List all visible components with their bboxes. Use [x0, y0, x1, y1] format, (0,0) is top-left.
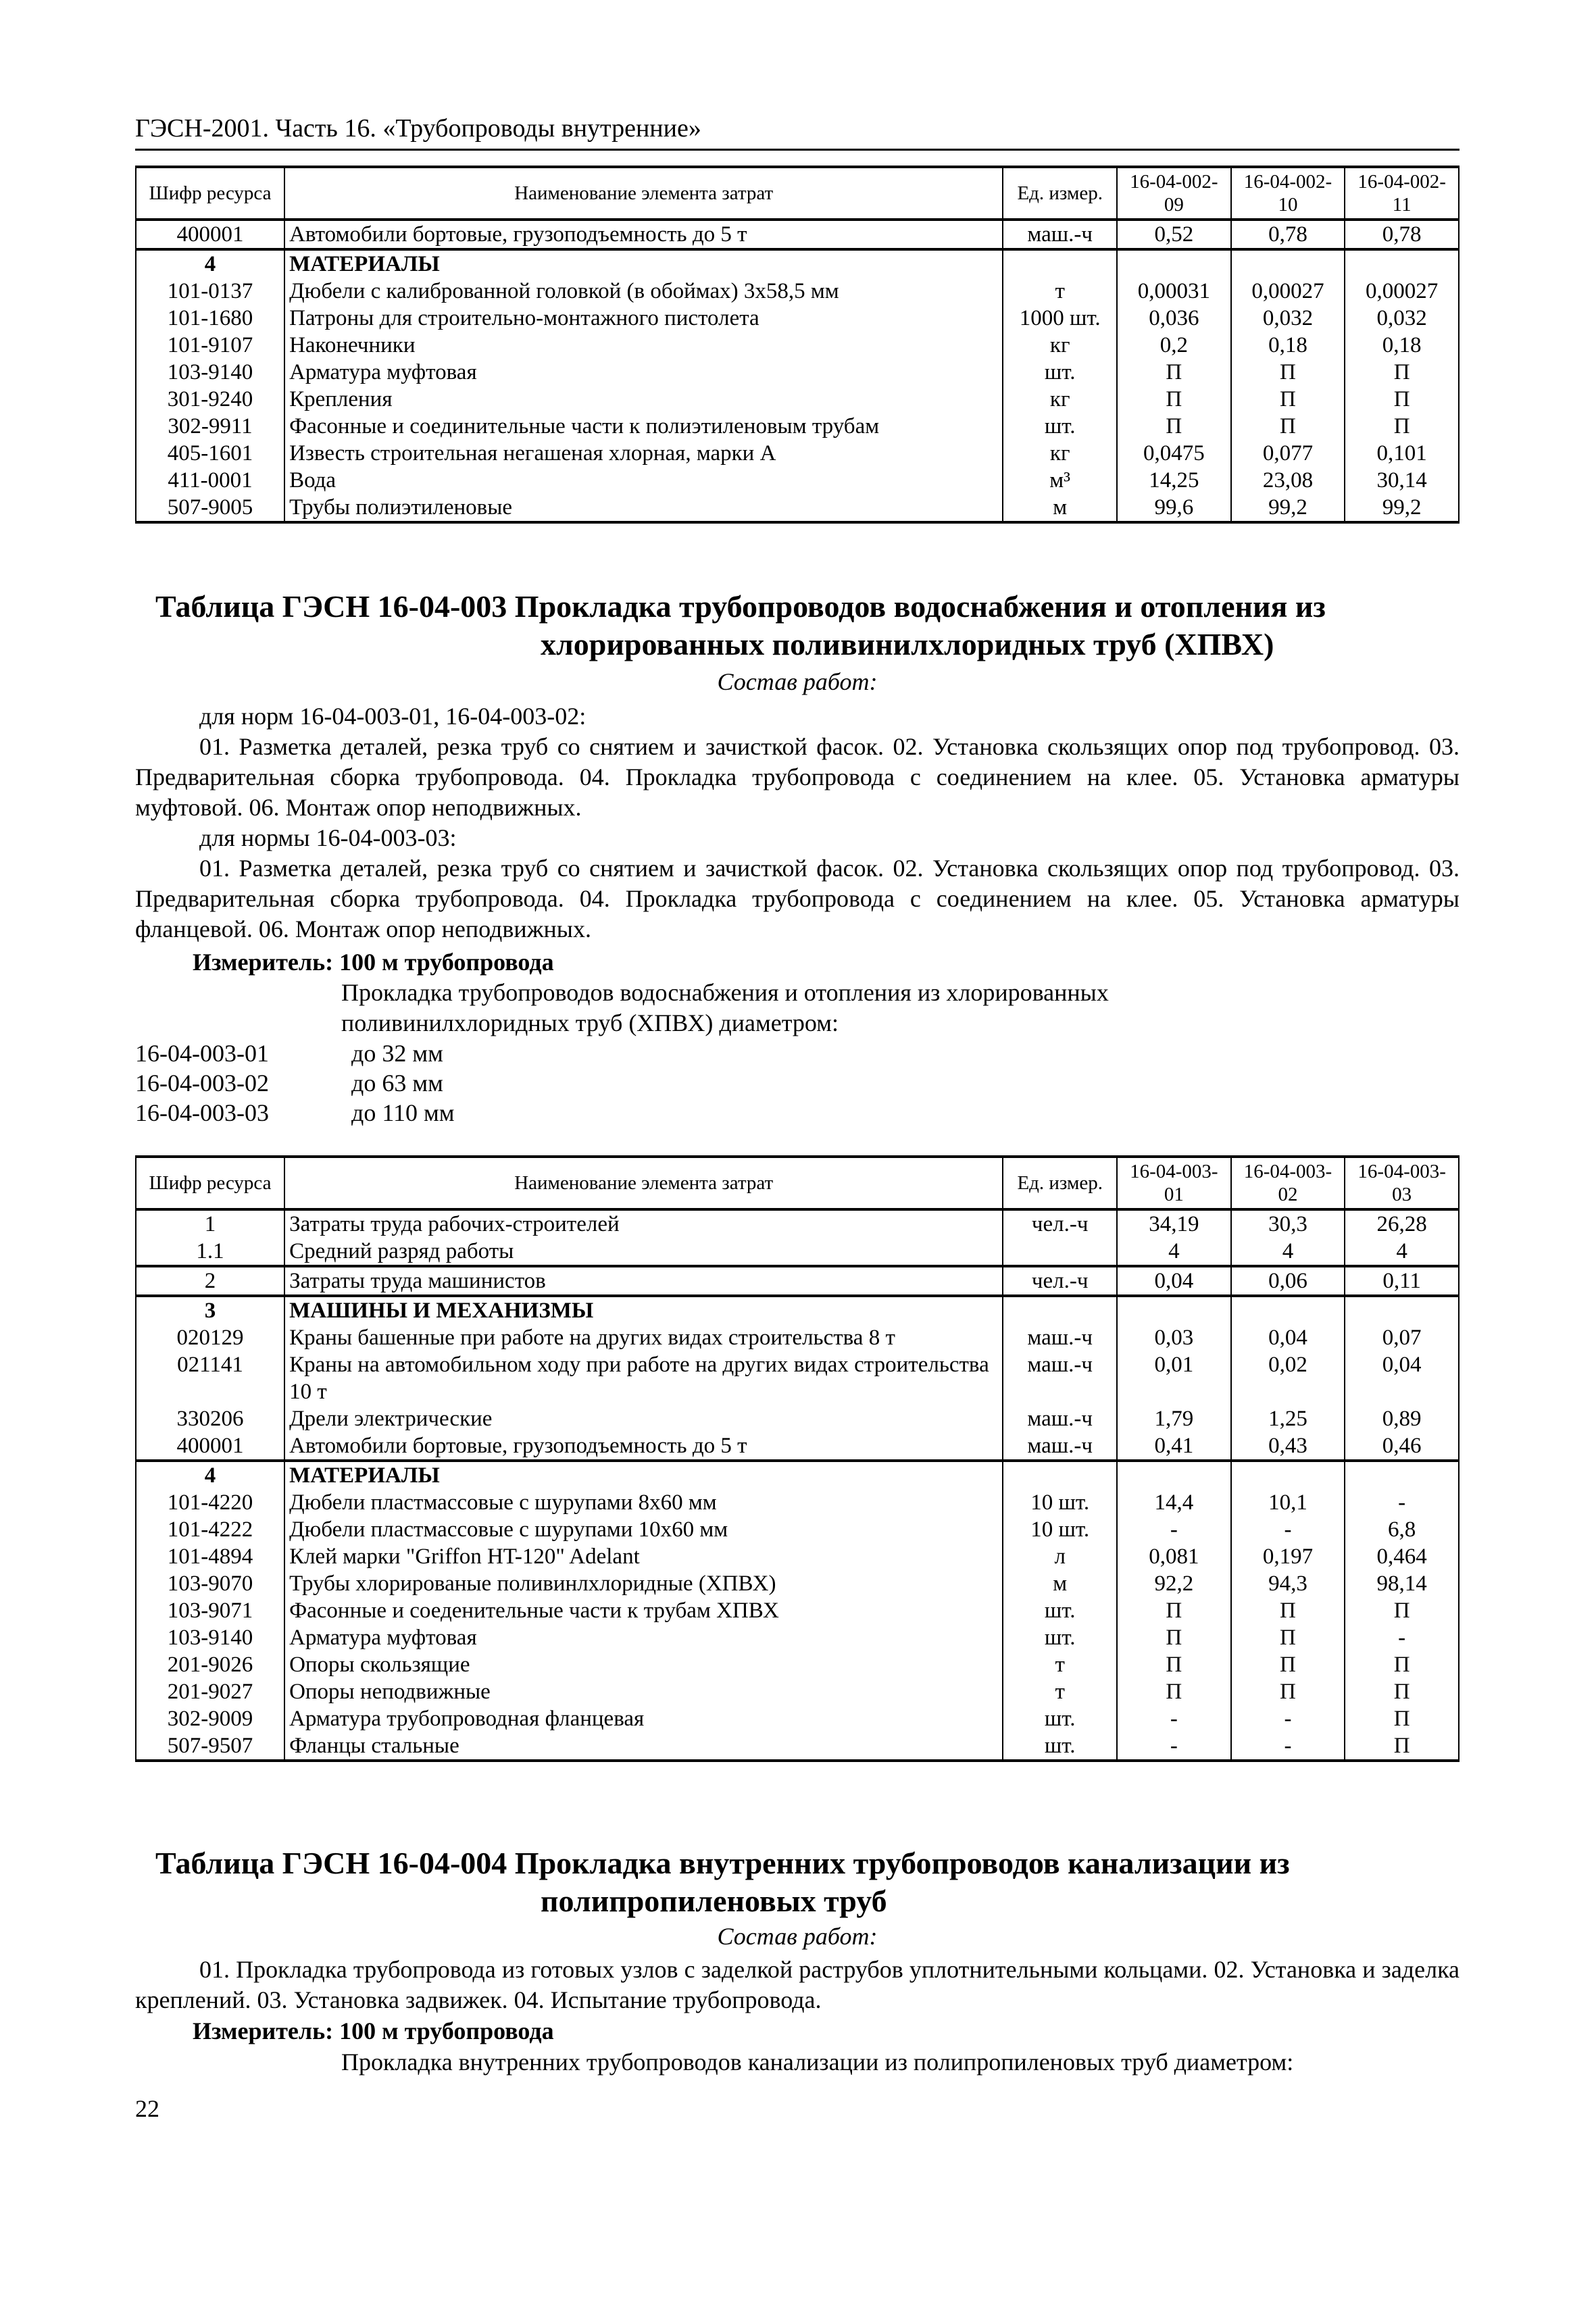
cell-value: 0,036 [1117, 305, 1231, 332]
cell-name: Известь строительная негашеная хлорная, марки А [284, 440, 1003, 467]
cell-unit: шт. [1003, 1624, 1117, 1651]
cell-code: 4 [136, 1461, 284, 1489]
cell-value: П [1345, 1678, 1459, 1705]
cell-unit: м³ [1003, 467, 1117, 494]
header-col-1: 16-04-003-01 [1117, 1157, 1231, 1209]
cell-value: П [1231, 1597, 1345, 1624]
norm-code: 16-04-003-03 [135, 1099, 269, 1126]
cell-value: П [1117, 413, 1231, 440]
cell-name: Краны на автомобильном ходу при работе на других видах строительства 10 т [284, 1351, 1003, 1405]
cell-name: Дюбели пластмассовые с шурупами 8х60 мм [284, 1489, 1003, 1516]
cell-code: 201-9026 [136, 1651, 284, 1678]
cell-value: 0,04 [1117, 1266, 1231, 1296]
cell-value: П [1345, 1732, 1459, 1761]
cell-value: 0,101 [1345, 440, 1459, 467]
cell-unit: маш.-ч [1003, 1405, 1117, 1432]
table-row [136, 359, 1459, 386]
cell-value: - [1231, 1705, 1345, 1732]
cell-value: 98,14 [1345, 1570, 1459, 1597]
cell-value: 99,2 [1345, 494, 1459, 522]
cell-code: 103-9140 [136, 1624, 284, 1651]
cell-value: П [1231, 1651, 1345, 1678]
cell-value: П [1117, 1651, 1231, 1678]
cell-name: Арматура трубопроводная фланцевая [284, 1705, 1003, 1732]
cell-name: Опоры скользящие [284, 1651, 1003, 1678]
cell-unit: шт. [1003, 413, 1117, 440]
cell-name: МАТЕРИАЛЫ [284, 249, 1003, 278]
table-row [136, 278, 1459, 305]
cell-unit: шт. [1003, 1597, 1117, 1624]
cell-value: 0,032 [1231, 305, 1345, 332]
cell-value: 94,3 [1231, 1570, 1345, 1597]
cell-value: 0,18 [1231, 332, 1345, 359]
cell-value: 30,3 [1231, 1209, 1345, 1238]
cell-code: 302-9009 [136, 1705, 284, 1732]
cell-value: 4 [1117, 1238, 1231, 1266]
cell-name: Арматура муфтовая [284, 359, 1003, 386]
cell-name: Дрели электрические [284, 1405, 1003, 1432]
cell-unit [1003, 1238, 1117, 1266]
table-row [136, 1516, 1459, 1543]
title-line-1: Таблица ГЭСН 16-04-004 Прокладка внутренних трубопроводов канализации из [155, 1846, 1290, 1880]
meter-label: Измеритель: 100 м трубопровода [193, 949, 554, 976]
cell-code: 101-4894 [136, 1543, 284, 1570]
diameter-description: Прокладка внутренних трубопроводов канализации из полипропиленовых труб диаметром: [341, 2048, 1294, 2076]
table-row [136, 1405, 1459, 1432]
norm-table-16-04-002 [135, 166, 1460, 524]
table-row [136, 467, 1459, 494]
work-heading: Состав работ: [717, 668, 878, 695]
header-unit: Ед. измер. [1003, 1157, 1117, 1209]
cell-unit [1003, 1296, 1117, 1324]
cell-value: 0,01 [1117, 1351, 1231, 1405]
cell-unit: кг [1003, 440, 1117, 467]
cell-name: Средний разряд работы [284, 1238, 1003, 1266]
cell-name: Дюбели пластмассовые с шурупами 10х60 мм [284, 1516, 1003, 1543]
cell-name: Опоры неподвижные [284, 1678, 1003, 1705]
cell-value: П [1345, 1705, 1459, 1732]
table-row [136, 440, 1459, 467]
cell-unit: л [1003, 1543, 1117, 1570]
cell-value [1117, 1296, 1231, 1324]
table-row [136, 1624, 1459, 1651]
cell-name: Трубы полиэтиленовые [284, 494, 1003, 522]
cell-code: 411-0001 [136, 467, 284, 494]
norm-item [135, 1068, 455, 1098]
cell-unit: т [1003, 278, 1117, 305]
cell-value: 6,8 [1345, 1516, 1459, 1543]
cell-unit: чел.-ч [1003, 1266, 1117, 1296]
cell-value: П [1117, 1624, 1231, 1651]
cell-code: 400001 [136, 1432, 284, 1461]
norm-list [135, 1038, 455, 1128]
cell-code: 103-9071 [136, 1597, 284, 1624]
table-row [136, 494, 1459, 522]
cell-value: 0,43 [1231, 1432, 1345, 1461]
cell-unit: 1000 шт. [1003, 305, 1117, 332]
cell-name: МАТЕРИАЛЫ [284, 1461, 1003, 1489]
cell-value [1231, 249, 1345, 278]
table-body [136, 1209, 1459, 1761]
cell-value: 0,06 [1231, 1266, 1345, 1296]
cell-value [1231, 1296, 1345, 1324]
cell-name: Автомобили бортовые, грузоподъемность до 5 т [284, 1432, 1003, 1461]
header-name: Наименование элемента затрат [284, 1157, 1003, 1209]
cell-value: П [1231, 386, 1345, 413]
cell-name: Вода [284, 467, 1003, 494]
section-title-16-04-003 [135, 588, 1460, 663]
title-line-2: полипропиленовых труб [541, 1884, 887, 1918]
cell-name: Фланцы стальные [284, 1732, 1003, 1761]
cell-name: Фасонные и соеденительные части к трубам ХПВХ [284, 1597, 1003, 1624]
work-description: 01. Прокладка трубопровода из готовых узлов с заделкой раструбов уплотнительными кольцами. 02. Установка и заделка креплений. 03. Установка задвижек. 04. Испытание трубопровода. [135, 1956, 1460, 2013]
cell-value: 0,03 [1117, 1324, 1231, 1351]
cell-code: 3 [136, 1296, 284, 1324]
cell-value: 0,02 [1231, 1351, 1345, 1405]
table-row [136, 1732, 1459, 1761]
cell-value: 0,46 [1345, 1432, 1459, 1461]
cell-code: 1 [136, 1209, 284, 1238]
table-row [136, 1570, 1459, 1597]
cell-value: 0,52 [1117, 220, 1231, 249]
table-row [136, 1705, 1459, 1732]
table-row [136, 249, 1459, 278]
cell-value: 1,79 [1117, 1405, 1231, 1432]
cell-value [1117, 1461, 1231, 1489]
norm-label: до 32 мм [351, 1040, 443, 1067]
header-col-2: 16-04-003-02 [1231, 1157, 1345, 1209]
norm-code: 16-04-003-01 [135, 1040, 269, 1067]
cell-value: 0,2 [1117, 332, 1231, 359]
cell-value: 0,00027 [1345, 278, 1459, 305]
cell-unit: т [1003, 1651, 1117, 1678]
table-row [136, 1266, 1459, 1296]
cell-value [1345, 249, 1459, 278]
cell-unit: маш.-ч [1003, 1324, 1117, 1351]
table-row [136, 1651, 1459, 1678]
cell-code: 507-9005 [136, 494, 284, 522]
cell-value: 4 [1345, 1238, 1459, 1266]
cell-value: 1,25 [1231, 1405, 1345, 1432]
cell-code: 405-1601 [136, 440, 284, 467]
cell-code: 101-1680 [136, 305, 284, 332]
cell-value: 0,11 [1345, 1266, 1459, 1296]
table-row [136, 1489, 1459, 1516]
page-number: 22 [135, 2095, 159, 2122]
description-line-2: поливинилхлоридных труб (ХПВХ) диаметром: [341, 1009, 839, 1036]
description-line-1: Прокладка трубопроводов водоснабжения и отопления из хлорированных [341, 979, 1109, 1006]
cell-unit: кг [1003, 332, 1117, 359]
table-row [136, 1543, 1459, 1570]
cell-code: 101-4220 [136, 1489, 284, 1516]
cell-unit: м [1003, 1570, 1117, 1597]
cell-name: Арматура муфтовая [284, 1624, 1003, 1651]
cell-value: 10,1 [1231, 1489, 1345, 1516]
table-row [136, 413, 1459, 440]
cell-value: П [1231, 1678, 1345, 1705]
cell-unit: т [1003, 1678, 1117, 1705]
cell-name: Трубы хлорированые поливинлхлоридные (ХПВХ) [284, 1570, 1003, 1597]
cell-value: П [1117, 1678, 1231, 1705]
cell-value: - [1345, 1489, 1459, 1516]
cell-code: 4 [136, 249, 284, 278]
cell-value: - [1117, 1732, 1231, 1761]
cell-name: Автомобили бортовые, грузоподъемность до 5 т [284, 220, 1003, 249]
table-row [136, 1678, 1459, 1705]
cell-value: 92,2 [1117, 1570, 1231, 1597]
cell-value: 4 [1231, 1238, 1345, 1266]
header-col-3: 16-04-003-03 [1345, 1157, 1459, 1209]
table-row [136, 1432, 1459, 1461]
cell-value: 0,07 [1345, 1324, 1459, 1351]
title-line-2: хлорированных поливинилхлоридных труб (ХПВХ) [541, 627, 1274, 661]
header-col-2: 16-04-002-10 [1231, 167, 1345, 220]
cell-value: П [1345, 1651, 1459, 1678]
table-row [136, 1209, 1459, 1238]
table-row [136, 1238, 1459, 1266]
header-code: Шифр ресурса [136, 167, 284, 220]
cell-value: 0,464 [1345, 1543, 1459, 1570]
cell-name: МАШИНЫ И МЕХАНИЗМЫ [284, 1296, 1003, 1324]
table-row [136, 1324, 1459, 1351]
cell-value: П [1117, 359, 1231, 386]
cell-value [1231, 1461, 1345, 1489]
cell-unit [1003, 1461, 1117, 1489]
header-col-3: 16-04-002-11 [1345, 167, 1459, 220]
cell-unit: м [1003, 494, 1117, 522]
table-row [136, 1351, 1459, 1405]
work-description-2: 01. Разметка деталей, резка труб со снятием и зачисткой фасок. 02. Установка скользящих опор под трубопровод. 03. Предварительная сборка трубопровода. 04. Прокладка трубопровода с соединением на клее. 05. Установка арматуры фланцевой. 06. Монтаж опор неподвижных. [135, 855, 1460, 942]
section-title-16-04-004 [135, 1844, 1460, 1920]
cell-value: - [1231, 1516, 1345, 1543]
cell-value: 0,41 [1117, 1432, 1231, 1461]
table-row [136, 1597, 1459, 1624]
cell-name: Затраты труда рабочих-строителей [284, 1209, 1003, 1238]
cell-value: 0,04 [1231, 1324, 1345, 1351]
table-row [136, 332, 1459, 359]
norm-table-16-04-003 [135, 1155, 1460, 1762]
cell-unit [1003, 249, 1117, 278]
header-unit: Ед. измер. [1003, 167, 1117, 220]
table-header-row [136, 1157, 1459, 1209]
cell-value: 14,25 [1117, 467, 1231, 494]
cell-unit: кг [1003, 386, 1117, 413]
cell-value: - [1117, 1516, 1231, 1543]
cell-code: 020129 [136, 1324, 284, 1351]
work-heading: Состав работ: [717, 1923, 878, 1950]
cell-value: 0,00027 [1231, 278, 1345, 305]
cell-code: 1.1 [136, 1238, 284, 1266]
cell-unit: шт. [1003, 1732, 1117, 1761]
cell-value: П [1117, 1597, 1231, 1624]
norm-label: до 63 мм [351, 1070, 443, 1097]
cell-code: 2 [136, 1266, 284, 1296]
cell-value [1117, 249, 1231, 278]
cell-value: 26,28 [1345, 1209, 1459, 1238]
norm-item [135, 1098, 455, 1128]
cell-code: 330206 [136, 1405, 284, 1432]
norms-label-1: для норм 16-04-003-01, 16-04-003-02: [199, 703, 587, 730]
cell-unit: 10 шт. [1003, 1489, 1117, 1516]
diameter-description [341, 978, 1422, 1038]
cell-value: 0,89 [1345, 1405, 1459, 1432]
cell-unit: шт. [1003, 359, 1117, 386]
table-body [136, 220, 1459, 522]
cell-value: 99,2 [1231, 494, 1345, 522]
cell-code: 302-9911 [136, 413, 284, 440]
cell-value: П [1231, 1624, 1345, 1651]
table-row [136, 1461, 1459, 1489]
cell-value: 0,78 [1345, 220, 1459, 249]
cell-value: П [1345, 1597, 1459, 1624]
cell-value: П [1117, 386, 1231, 413]
cell-unit: чел.-ч [1003, 1209, 1117, 1238]
title-line-1: Таблица ГЭСН 16-04-003 Прокладка трубопроводов водоснабжения и отопления из [155, 589, 1326, 624]
norms-label-2: для нормы 16-04-003-03: [199, 824, 457, 851]
cell-value: П [1231, 359, 1345, 386]
cell-value: - [1117, 1705, 1231, 1732]
table-row [136, 220, 1459, 249]
cell-name: Патроны для строительно-монтажного пистолета [284, 305, 1003, 332]
norm-code: 16-04-003-02 [135, 1070, 269, 1097]
cell-code: 103-9140 [136, 359, 284, 386]
cell-value: 0,0475 [1117, 440, 1231, 467]
cell-name: Дюбели с калиброванной головкой (в обоймах) 3х58,5 мм [284, 278, 1003, 305]
header-col-1: 16-04-002-09 [1117, 167, 1231, 220]
cell-code: 021141 [136, 1351, 284, 1405]
cell-name: Наконечники [284, 332, 1003, 359]
work-description-1: 01. Разметка деталей, резка труб со снятием и зачисткой фасок. 02. Установка скользящих опор под трубопровод. 03. Предварительная сборка трубопровода. 04. Прокладка трубопровода с соединением на клее. 05. Установка арматуры муфтовой. 06. Монтаж опор неподвижных. [135, 733, 1460, 821]
cell-code: 101-4222 [136, 1516, 284, 1543]
table-row [136, 386, 1459, 413]
cell-value: 0,197 [1231, 1543, 1345, 1570]
cell-value: 0,78 [1231, 220, 1345, 249]
cell-value: 14,4 [1117, 1489, 1231, 1516]
cell-code: 103-9070 [136, 1570, 284, 1597]
header-name: Наименование элемента затрат [284, 167, 1003, 220]
table-row [136, 1296, 1459, 1324]
cell-value: П [1345, 413, 1459, 440]
cell-value: П [1345, 359, 1459, 386]
norm-item [135, 1038, 455, 1068]
cell-value: 0,077 [1231, 440, 1345, 467]
cell-value: - [1345, 1624, 1459, 1651]
cell-code: 201-9027 [136, 1678, 284, 1705]
cell-value: 0,00031 [1117, 278, 1231, 305]
cell-name: Клей марки "Griffon HT-120" Adelant [284, 1543, 1003, 1570]
cell-code: 101-9107 [136, 332, 284, 359]
cell-unit: маш.-ч [1003, 220, 1117, 249]
cell-value: 0,18 [1345, 332, 1459, 359]
cell-value: 0,04 [1345, 1351, 1459, 1405]
cell-code: 400001 [136, 220, 284, 249]
cell-unit: маш.-ч [1003, 1432, 1117, 1461]
meter-label: Измеритель: 100 м трубопровода [193, 2017, 554, 2044]
cell-value: П [1231, 413, 1345, 440]
cell-value: 30,14 [1345, 467, 1459, 494]
cell-value: 0,032 [1345, 305, 1459, 332]
running-head: ГЭСН-2001. Часть 16. «Трубопроводы внутренние» [135, 114, 1460, 151]
header-code: Шифр ресурса [136, 1157, 284, 1209]
cell-name: Краны башенные при работе на других видах строительства 8 т [284, 1324, 1003, 1351]
cell-name: Затраты труда машинистов [284, 1266, 1003, 1296]
cell-name: Фасонные и соединительные части к полиэтиленовым трубам [284, 413, 1003, 440]
cell-value: 34,19 [1117, 1209, 1231, 1238]
cell-value: - [1231, 1732, 1345, 1761]
cell-code: 507-9507 [136, 1732, 284, 1761]
cell-code: 101-0137 [136, 278, 284, 305]
cell-unit: шт. [1003, 1705, 1117, 1732]
cell-value: П [1345, 386, 1459, 413]
cell-value: 23,08 [1231, 467, 1345, 494]
table-header-row [136, 167, 1459, 220]
cell-unit: маш.-ч [1003, 1351, 1117, 1405]
cell-name: Крепления [284, 386, 1003, 413]
cell-value [1345, 1461, 1459, 1489]
cell-value [1345, 1296, 1459, 1324]
cell-value: 0,081 [1117, 1543, 1231, 1570]
norm-label: до 110 мм [351, 1099, 455, 1126]
cell-value: 99,6 [1117, 494, 1231, 522]
cell-unit: 10 шт. [1003, 1516, 1117, 1543]
table-row [136, 305, 1459, 332]
cell-code: 301-9240 [136, 386, 284, 413]
